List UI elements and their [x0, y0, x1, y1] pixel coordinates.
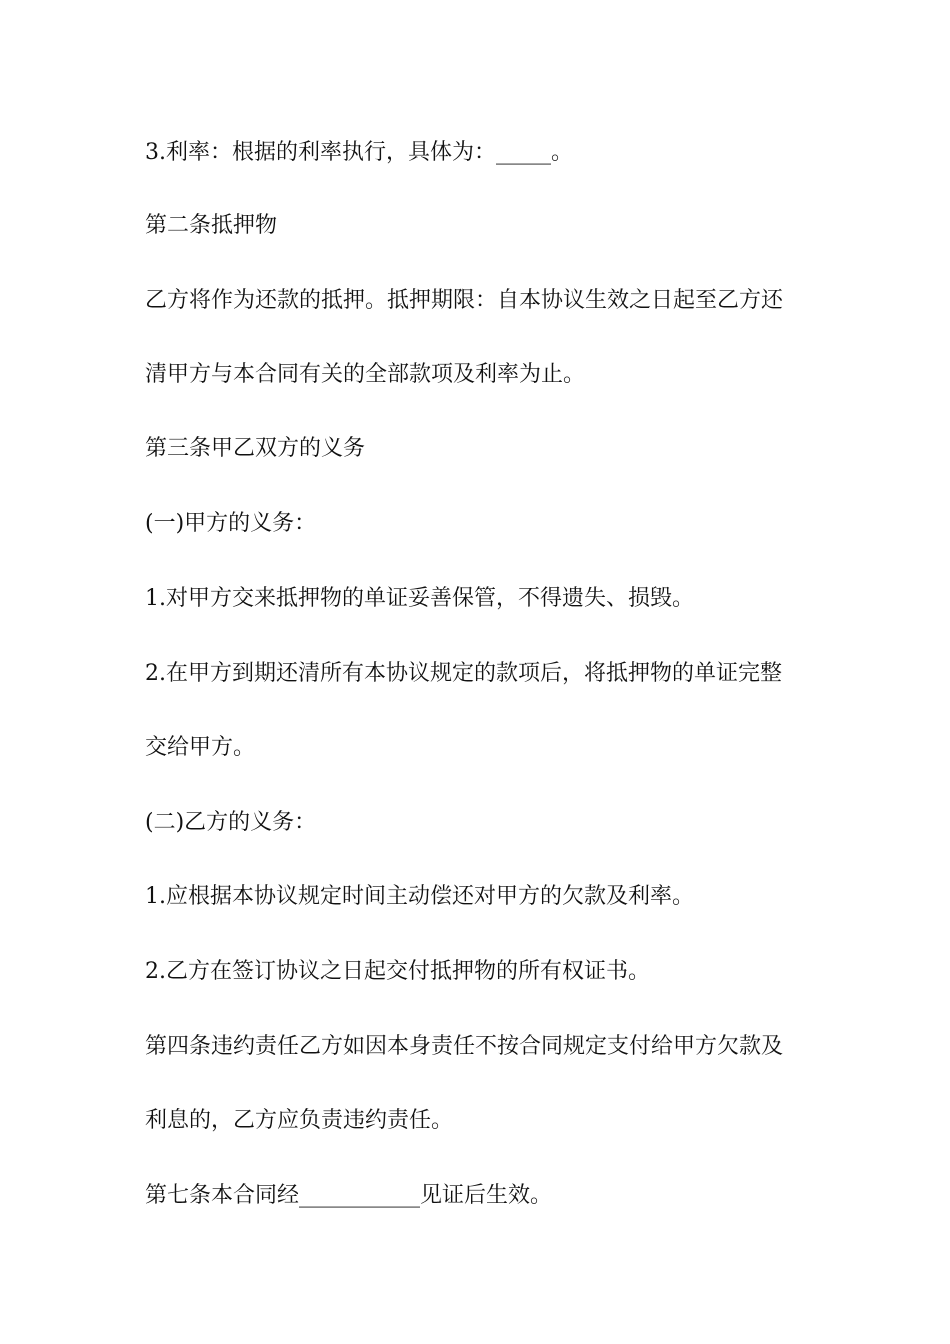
article-4-line-1: 第四条违约责任乙方如因本身责任不按合同规定支付给甲方欠款及: [145, 1034, 784, 1059]
article-2-heading: 第二条抵押物: [145, 213, 278, 238]
party-a-duty-1: 1.对甲方交来抵押物的单证妥善保管，不得遗失、损毁。: [145, 586, 694, 611]
clause-interest-rate: 3.利率：根据的利率执行，具体为：_____。: [145, 140, 573, 165]
party-b-duties-heading: (二)乙方的义务：: [145, 810, 317, 835]
article-4-line-2: 利息的，乙方应负责违约责任。: [145, 1108, 454, 1133]
party-a-duty-2-line-2: 交给甲方。: [145, 735, 256, 760]
article-2-text-line-2: 清甲方与本合同有关的全部款项及利率为止。: [145, 362, 586, 387]
party-b-duty-2: 2.乙方在签订协议之日起交付抵押物的所有权证书。: [145, 959, 650, 984]
party-a-duty-2-line-1: 2.在甲方到期还清所有本协议规定的款项后，将抵押物的单证完整: [145, 661, 782, 686]
party-a-duties-heading: (一)甲方的义务：: [145, 511, 317, 536]
article-3-heading: 第三条甲乙双方的义务: [145, 436, 366, 461]
article-2-text-line-1: 乙方将作为还款的抵押。抵押期限：自本协议生效之日起至乙方还: [145, 288, 784, 313]
article-7-text: 第七条本合同经___________见证后生效。: [145, 1183, 553, 1208]
party-b-duty-1: 1.应根据本协议规定时间主动偿还对甲方的欠款及利率。: [145, 884, 694, 909]
